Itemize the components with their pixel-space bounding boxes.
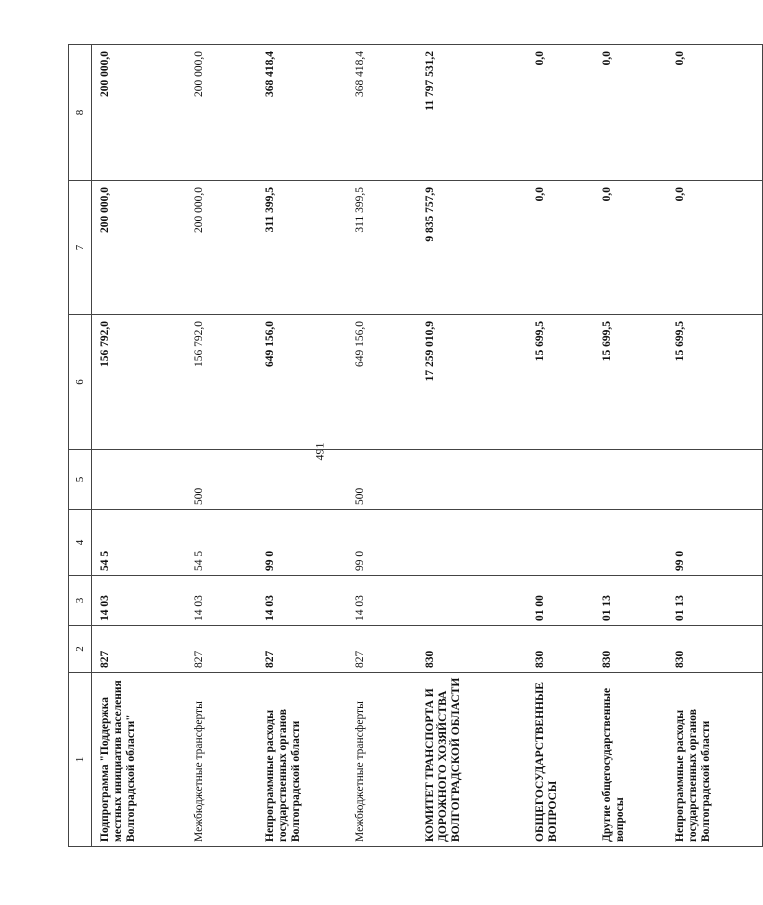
cell-c4: 99 0	[347, 510, 417, 576]
cell-c6: 156 792,0	[92, 315, 186, 450]
cell-name: Другие общегосударственные вопросы	[594, 673, 667, 847]
cell-c2: 827	[186, 626, 257, 673]
cell-c4: 99 0	[667, 510, 763, 576]
cell-c4: 99 0	[257, 510, 347, 576]
table-row	[92, 45, 186, 847]
table-row	[594, 45, 667, 847]
cell-name: Подпрограмма "Поддержка местных инициатив населения Волгоградской области"	[92, 673, 186, 847]
cell-c4	[417, 510, 527, 576]
cell-c3: 01 13	[667, 576, 763, 626]
cell-c4: 54 5	[92, 510, 186, 576]
cell-c3: 14 03	[257, 576, 347, 626]
cell-name: Непрограммные расходы государственных органов Волгоградской области	[667, 673, 763, 847]
cell-c7: 200 000,0	[92, 181, 186, 315]
table-row	[257, 45, 347, 847]
page-number: 491	[312, 442, 327, 461]
header-row	[69, 45, 92, 847]
cell-c7: 0,0	[667, 181, 763, 315]
cell-c8: 368 418,4	[347, 45, 417, 181]
budget-table-sheet	[68, 45, 712, 847]
cell-c7: 0,0	[594, 181, 667, 315]
header-col-3: 3	[69, 576, 92, 626]
header-col-5: 5	[69, 450, 92, 510]
cell-c6: 15 699,5	[594, 315, 667, 450]
cell-c6: 17 259 010,9	[417, 315, 527, 450]
cell-c4: 54 5	[186, 510, 257, 576]
cell-c5	[527, 450, 594, 510]
cell-c6: 649 156,0	[347, 315, 417, 450]
table-row	[186, 45, 257, 847]
header-col-4: 4	[69, 510, 92, 576]
cell-c2: 827	[347, 626, 417, 673]
header-col-6: 6	[69, 315, 92, 450]
budget-table	[68, 44, 763, 847]
cell-c2: 830	[667, 626, 763, 673]
header-col-7: 7	[69, 181, 92, 315]
cell-name: Непрограммные расходы государственных органов Волгоградской области	[257, 673, 347, 847]
table-row	[417, 45, 527, 847]
cell-c7: 311 399,5	[347, 181, 417, 315]
cell-name: ОБЩЕГОСУДАРСТВЕННЫЕ ВОПРОСЫ	[527, 673, 594, 847]
cell-c5: 500	[347, 450, 417, 510]
cell-c2: 827	[92, 626, 186, 673]
table-row	[527, 45, 594, 847]
cell-name: Межбюджетные трансферты	[347, 673, 417, 847]
cell-c8: 200 000,0	[92, 45, 186, 181]
cell-c8: 0,0	[594, 45, 667, 181]
cell-c3: 14 03	[347, 576, 417, 626]
table-row	[347, 45, 417, 847]
header-col-1: 1	[69, 673, 92, 847]
cell-c7: 311 399,5	[257, 181, 347, 315]
cell-c5	[417, 450, 527, 510]
cell-c6: 156 792,0	[186, 315, 257, 450]
cell-c8: 0,0	[527, 45, 594, 181]
cell-c8: 0,0	[667, 45, 763, 181]
cell-c2: 830	[417, 626, 527, 673]
cell-c6: 649 156,0	[257, 315, 347, 450]
header-col-8: 8	[69, 45, 92, 181]
cell-c2: 830	[527, 626, 594, 673]
cell-c8: 368 418,4	[257, 45, 347, 181]
header-col-2: 2	[69, 626, 92, 673]
cell-c4	[527, 510, 594, 576]
cell-c3: 01 00	[527, 576, 594, 626]
cell-name: КОМИТЕТ ТРАНСПОРТА И ДОРОЖНОГО ХОЗЯЙСТВА ВОЛГОГРАДСКОЙ ОБЛАСТИ	[417, 673, 527, 847]
cell-c6: 15 699,5	[527, 315, 594, 450]
cell-name: Межбюджетные трансферты	[186, 673, 257, 847]
cell-c3: 14 03	[186, 576, 257, 626]
cell-c5	[594, 450, 667, 510]
cell-c3: 14 03	[92, 576, 186, 626]
cell-c2: 830	[594, 626, 667, 673]
cell-c3	[417, 576, 527, 626]
cell-c5	[92, 450, 186, 510]
cell-c2: 827	[257, 626, 347, 673]
cell-c3: 01 13	[594, 576, 667, 626]
cell-c5	[257, 450, 347, 510]
cell-c8: 11 797 531,2	[417, 45, 527, 181]
cell-c8: 200 000,0	[186, 45, 257, 181]
cell-c5	[667, 450, 763, 510]
cell-c4	[594, 510, 667, 576]
cell-c7: 0,0	[527, 181, 594, 315]
cell-c7: 9 835 757,9	[417, 181, 527, 315]
cell-c6: 15 699,5	[667, 315, 763, 450]
table-row	[667, 45, 763, 847]
cell-c5: 500	[186, 450, 257, 510]
cell-c7: 200 000,0	[186, 181, 257, 315]
